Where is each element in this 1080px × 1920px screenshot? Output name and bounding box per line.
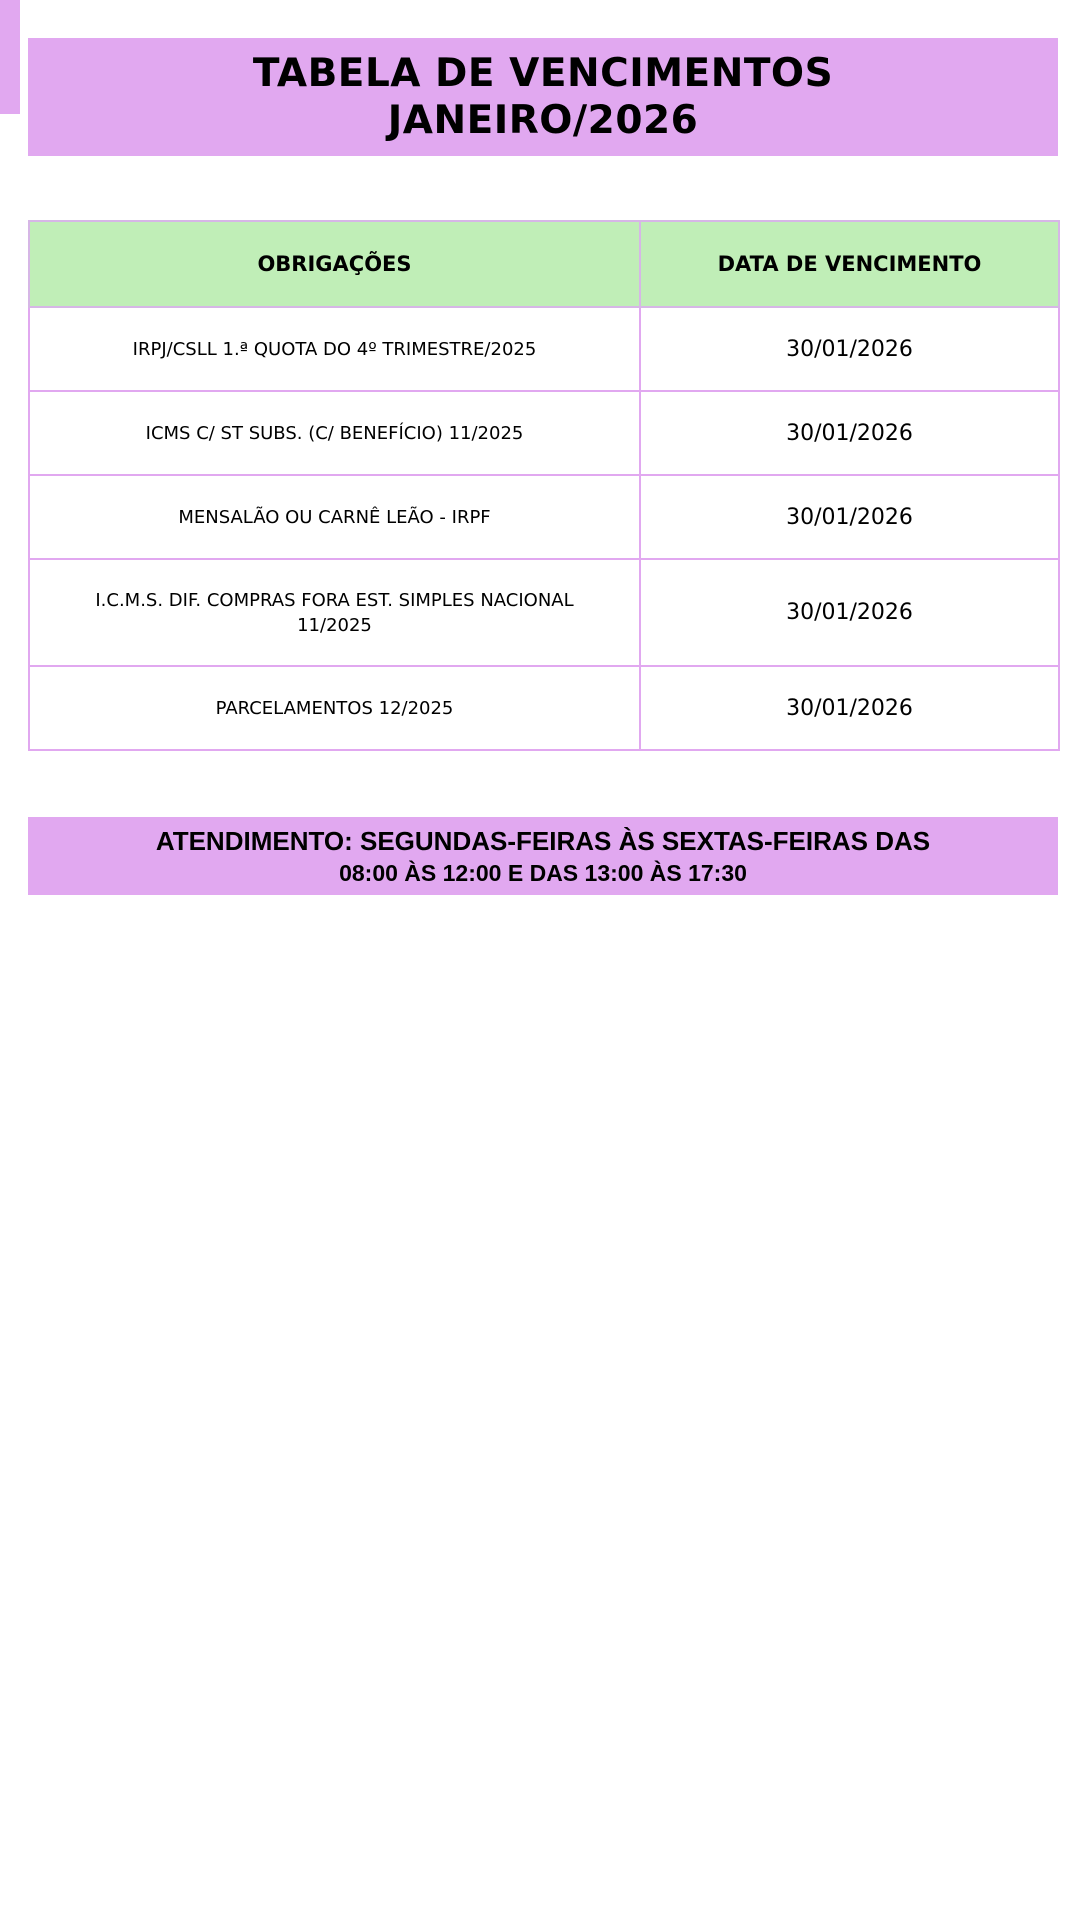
table-row <box>29 475 1059 559</box>
obligation-cell: MENSALÃO OU CARNÊ LEÃO - IRPF <box>29 475 640 559</box>
page-title: TABELA DE VENCIMENTOS <box>252 51 834 96</box>
office-hours-days: ATENDIMENTO: SEGUNDAS-FEIRAS ÀS SEXTAS-FEIRAS DAS <box>155 826 931 856</box>
table-header-row <box>29 221 1059 307</box>
due-date-cell: 30/01/2026 <box>640 559 1059 666</box>
due-date-cell: 30/01/2026 <box>640 307 1059 391</box>
table-row <box>29 559 1059 666</box>
obligation-cell: I.C.M.S. DIF. COMPRAS FORA EST. SIMPLES NACIONAL 11/2025 <box>29 559 640 666</box>
due-dates-table <box>28 220 1060 751</box>
table-row <box>29 391 1059 475</box>
due-date-cell: 30/01/2026 <box>640 391 1059 475</box>
due-date-cell: 30/01/2026 <box>640 475 1059 559</box>
due-date-cell: 30/01/2026 <box>640 666 1059 750</box>
table-row <box>29 307 1059 391</box>
obligation-cell: ICMS C/ ST SUBS. (C/ BENEFÍCIO) 11/2025 <box>29 391 640 475</box>
obligation-cell: IRPJ/CSLL 1.ª QUOTA DO 4º TRIMESTRE/2025 <box>29 307 640 391</box>
decorative-accent-strip <box>0 0 20 114</box>
column-header-obligations: OBRIGAÇÕES <box>29 221 640 307</box>
column-header-due-date: DATA DE VENCIMENTO <box>640 221 1059 307</box>
title-banner <box>28 38 1058 156</box>
page-subtitle-month: JANEIRO/2026 <box>387 98 699 143</box>
office-hours-banner <box>28 817 1058 895</box>
office-hours-times: 08:00 ÀS 12:00 E DAS 13:00 ÀS 17:30 <box>339 860 747 886</box>
table-row <box>29 666 1059 750</box>
obligation-cell: PARCELAMENTOS 12/2025 <box>29 666 640 750</box>
